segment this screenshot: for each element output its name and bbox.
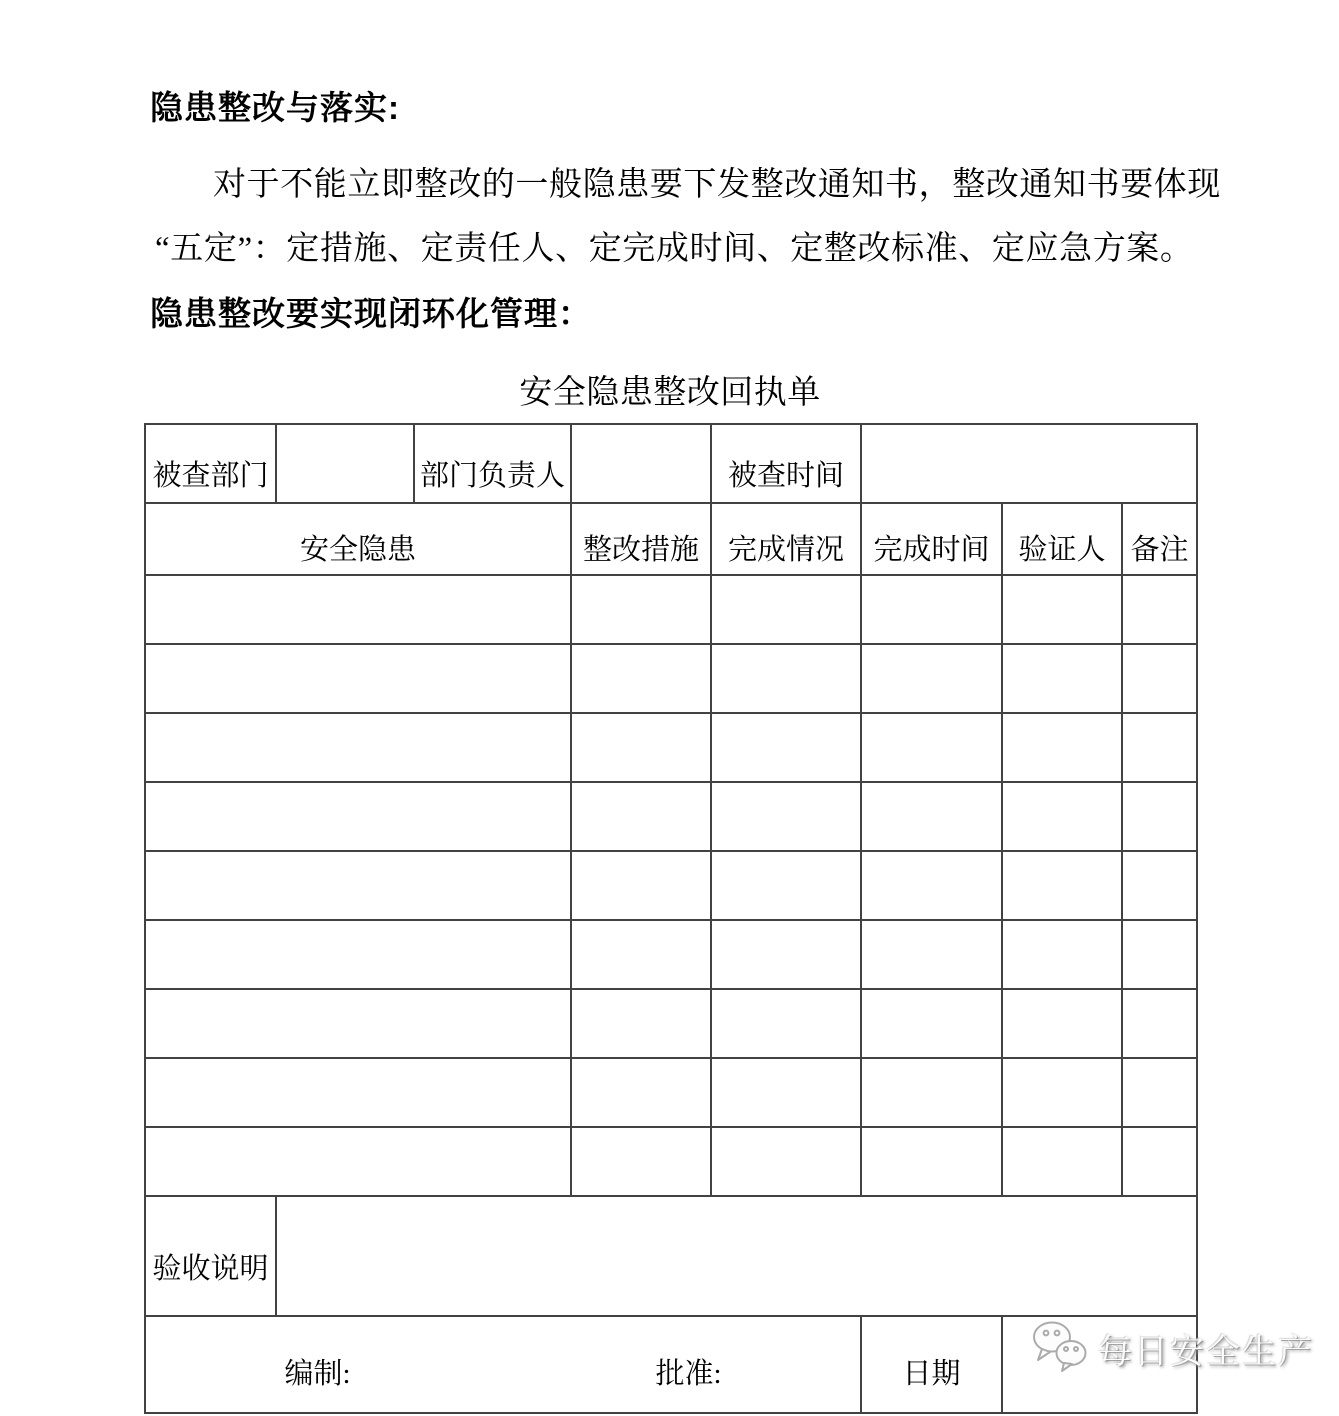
paragraph-line-1: 对于不能立即整改的一般隐患要下发整改通知书，整改通知书要体现 bbox=[213, 167, 1221, 203]
rectification-receipt-table bbox=[144, 423, 1198, 1414]
empty-cell bbox=[861, 989, 1002, 1058]
col-header-remarks: 备注 bbox=[1122, 503, 1197, 575]
empty-cell bbox=[571, 782, 711, 851]
empty-cell bbox=[1122, 644, 1197, 713]
empty-data-row bbox=[145, 1127, 1197, 1196]
empty-cell bbox=[861, 1127, 1002, 1196]
empty-cell bbox=[571, 575, 711, 644]
empty-cell bbox=[1122, 713, 1197, 782]
acceptance-label: 验收说明 bbox=[145, 1196, 276, 1316]
empty-cell bbox=[571, 920, 711, 989]
empty-cell bbox=[711, 989, 861, 1058]
watermark-text: 每日安全生产 bbox=[1098, 1333, 1314, 1371]
paragraph-line-2: “五定”：定措施、定责任人、定完成时间、定整改标准、定应急方案。 bbox=[155, 231, 1194, 267]
empty-cell bbox=[145, 920, 571, 989]
info-row bbox=[145, 424, 1197, 503]
column-header-row bbox=[145, 503, 1197, 575]
empty-cell bbox=[711, 782, 861, 851]
section-heading-closed-loop: 隐患整改要实现闭环化管理： bbox=[150, 295, 592, 332]
empty-cell bbox=[571, 851, 711, 920]
empty-data-row bbox=[145, 989, 1197, 1058]
empty-cell bbox=[1122, 1127, 1197, 1196]
acceptance-row bbox=[145, 1196, 1197, 1316]
empty-cell bbox=[1002, 1058, 1122, 1127]
empty-cell bbox=[1002, 920, 1122, 989]
empty-data-row bbox=[145, 920, 1197, 989]
empty-cell bbox=[711, 644, 861, 713]
acceptance-value-cell bbox=[276, 1196, 1197, 1316]
empty-cell bbox=[861, 644, 1002, 713]
empty-data-row bbox=[145, 713, 1197, 782]
empty-data-row bbox=[145, 851, 1197, 920]
empty-cell bbox=[1002, 1127, 1122, 1196]
empty-cell bbox=[1002, 713, 1122, 782]
empty-cell bbox=[711, 851, 861, 920]
inspected-dept-value-cell bbox=[276, 424, 414, 503]
empty-cell bbox=[711, 1058, 861, 1127]
inspected-time-label: 被查时间 bbox=[711, 424, 861, 503]
empty-cell bbox=[145, 1127, 571, 1196]
empty-cell bbox=[571, 989, 711, 1058]
empty-cell bbox=[145, 713, 571, 782]
empty-cell bbox=[571, 644, 711, 713]
empty-cell bbox=[1122, 575, 1197, 644]
empty-cell bbox=[571, 713, 711, 782]
empty-data-row bbox=[145, 782, 1197, 851]
empty-cell bbox=[861, 782, 1002, 851]
col-header-hazard: 安全隐患 bbox=[145, 503, 571, 575]
empty-cell bbox=[145, 851, 571, 920]
empty-cell bbox=[1002, 575, 1122, 644]
empty-cell bbox=[861, 851, 1002, 920]
empty-cell bbox=[1002, 989, 1122, 1058]
empty-data-row bbox=[145, 1058, 1197, 1127]
empty-cell bbox=[711, 575, 861, 644]
footer-logo-cell bbox=[1002, 1316, 1197, 1413]
col-header-completion-status: 完成情况 bbox=[711, 503, 861, 575]
inspected-dept-label: 被查部门 bbox=[145, 424, 276, 503]
empty-cell bbox=[145, 989, 571, 1058]
empty-cell bbox=[711, 1127, 861, 1196]
empty-data-row bbox=[145, 644, 1197, 713]
empty-cell bbox=[145, 782, 571, 851]
empty-cell bbox=[571, 1127, 711, 1196]
table-body bbox=[145, 424, 1197, 1413]
empty-cell bbox=[1122, 1058, 1197, 1127]
col-header-completion-time: 完成时间 bbox=[861, 503, 1002, 575]
empty-cell bbox=[1122, 920, 1197, 989]
empty-cell bbox=[1122, 782, 1197, 851]
empty-cell bbox=[571, 1058, 711, 1127]
col-header-measures: 整改措施 bbox=[571, 503, 711, 575]
empty-cell bbox=[861, 575, 1002, 644]
empty-cell bbox=[1002, 851, 1122, 920]
empty-cell bbox=[711, 713, 861, 782]
empty-cell bbox=[861, 1058, 1002, 1127]
footer-prepared-cell bbox=[145, 1316, 861, 1413]
footer-row bbox=[145, 1316, 1197, 1413]
empty-cell bbox=[145, 575, 571, 644]
empty-cell bbox=[145, 644, 571, 713]
dept-head-label: 部门负责人 bbox=[414, 424, 571, 503]
section-heading-rectification: 隐患整改与落实: bbox=[150, 89, 400, 126]
inspected-time-value-cell bbox=[861, 424, 1197, 503]
empty-cell bbox=[861, 713, 1002, 782]
prepared-label: 编制: bbox=[284, 1358, 351, 1390]
empty-cell bbox=[1002, 644, 1122, 713]
col-header-verifier: 验证人 bbox=[1002, 503, 1122, 575]
date-label-cell: 日期 bbox=[861, 1316, 1002, 1413]
table-title: 安全隐患整改回执单 bbox=[519, 375, 821, 411]
empty-cell bbox=[861, 920, 1002, 989]
empty-cell bbox=[145, 1058, 571, 1127]
empty-cell bbox=[1122, 851, 1197, 920]
empty-data-row bbox=[145, 575, 1197, 644]
dept-head-value-cell bbox=[571, 424, 711, 503]
approved-label: 批准: bbox=[655, 1358, 722, 1390]
empty-cell bbox=[711, 920, 861, 989]
empty-cell bbox=[1122, 989, 1197, 1058]
empty-cell bbox=[1002, 782, 1122, 851]
